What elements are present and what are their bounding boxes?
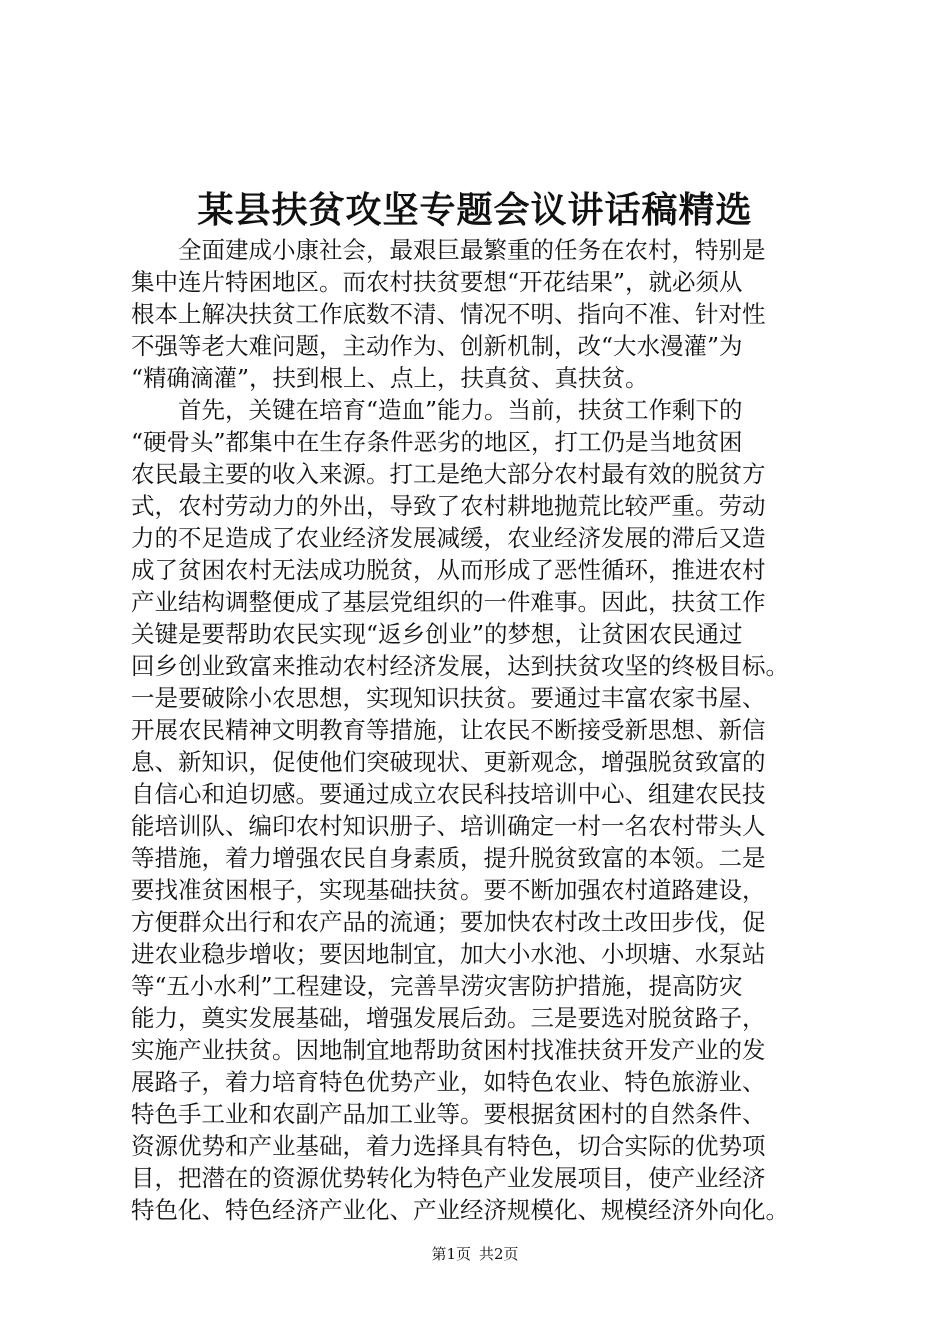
paragraph-line: 展路子，着力培育特色优势产业，如特色农业、特色旅游业、: [131, 1068, 766, 1096]
paragraph-line: 力的不足造成了农业经济发展减缓，农业经济发展的滞后又造: [131, 524, 766, 552]
paragraph-line: 目，把潜在的资源优势转化为特色产业发展项目，使产业经济: [131, 1164, 766, 1192]
paragraph-line: 全面建成小康社会，最艰巨最繁重的任务在农村，特别是: [178, 236, 766, 264]
paragraph-line: “硬骨头”都集中在生存条件恶劣的地区，打工仍是当地贫困: [131, 428, 743, 456]
paragraph-line: 首先，关键在培育“造血”能力。当前，扶贫工作剩下的: [178, 396, 743, 424]
paragraph-line: 回乡创业致富来推动农村经济发展，达到扶贫攻坚的终极目标。: [131, 652, 789, 680]
paragraph-line: 实施产业扶贫。因地制宜地帮助贫困村找准扶贫开发产业的发: [131, 1036, 766, 1064]
paragraph-line: 一是要破除小农思想，实现知识扶贫。要通过丰富农家书屋、: [131, 684, 766, 712]
paragraph-line: 进农业稳步增收；要因地制宜，加大小水池、小坝塘、水泵站: [131, 940, 766, 968]
document-title: 某县扶贫攻坚专题会议讲话稿精选: [197, 189, 753, 231]
paragraph-line: 成了贫困农村无法成功脱贫，从而形成了恶性循环，推进农村: [131, 556, 766, 584]
paragraph-line: 能培训队、编印农村知识册子、培训确定一村一名农村带头人: [131, 812, 766, 840]
paragraph-line: 农民最主要的收入来源。打工是绝大部分农村最有效的脱贫方: [131, 460, 766, 488]
paragraph-line: 特色化、特色经济产业化、产业经济规模化、规模经济外向化。: [131, 1196, 789, 1224]
document-body: [131, 234, 831, 1226]
page-footer: [0, 1244, 950, 1264]
paragraph-line: 不强等老大难问题，主动作为、创新机制，改“大水漫灌”为: [131, 332, 743, 360]
paragraph-line: 关键是要帮助农民实现“返乡创业”的梦想，让贫困农民通过: [131, 620, 743, 648]
page-total: 共2页: [479, 1245, 519, 1263]
paragraph-line: 集中连片特困地区。而农村扶贫要想“开花结果”，就必须从: [131, 268, 743, 296]
paragraph-line: 自信心和迫切感。要通过成立农民科技培训中心、组建农民技: [131, 780, 766, 808]
paragraph-line: 等措施，着力增强农民自身素质，提升脱贫致富的本领。二是: [131, 844, 766, 872]
paragraph-line: 息、新知识，促使他们突破现状、更新观念，增强脱贫致富的: [131, 748, 766, 776]
paragraph-line: “精确滴灌”，扶到根上、点上，扶真贫、真扶贫。: [131, 364, 649, 392]
page-number: 第1页: [431, 1245, 471, 1263]
paragraph-line: 资源优势和产业基础，着力选择具有特色，切合实际的优势项: [131, 1132, 766, 1160]
paragraph-line: 能力，奠实发展基础，增强发展后劲。三是要选对脱贫路子，: [131, 1004, 766, 1032]
paragraph-line: 根本上解决扶贫工作底数不清、情况不明、指向不准、针对性: [131, 300, 766, 328]
paragraph-line: 特色手工业和农副产品加工业等。要根据贫困村的自然条件、: [131, 1100, 766, 1128]
paragraph-line: 式，农村劳动力的外出，导致了农村耕地抛荒比较严重。劳动: [131, 492, 766, 520]
paragraph-line: 要找准贫困根子，实现基础扶贫。要不断加强农村道路建设，: [131, 876, 766, 904]
paragraph-line: 等“五小水利”工程建设，完善旱涝灾害防护措施，提高防灾: [131, 972, 743, 1000]
paragraph-line: 开展农民精神文明教育等措施，让农民不断接受新思想、新信: [131, 716, 766, 744]
paragraph-line: 产业结构调整便成了基层党组织的一件难事。因此，扶贫工作: [131, 588, 766, 616]
paragraph-line: 方便群众出行和农产品的流通；要加快农村改土改田步伐，促: [131, 908, 766, 936]
